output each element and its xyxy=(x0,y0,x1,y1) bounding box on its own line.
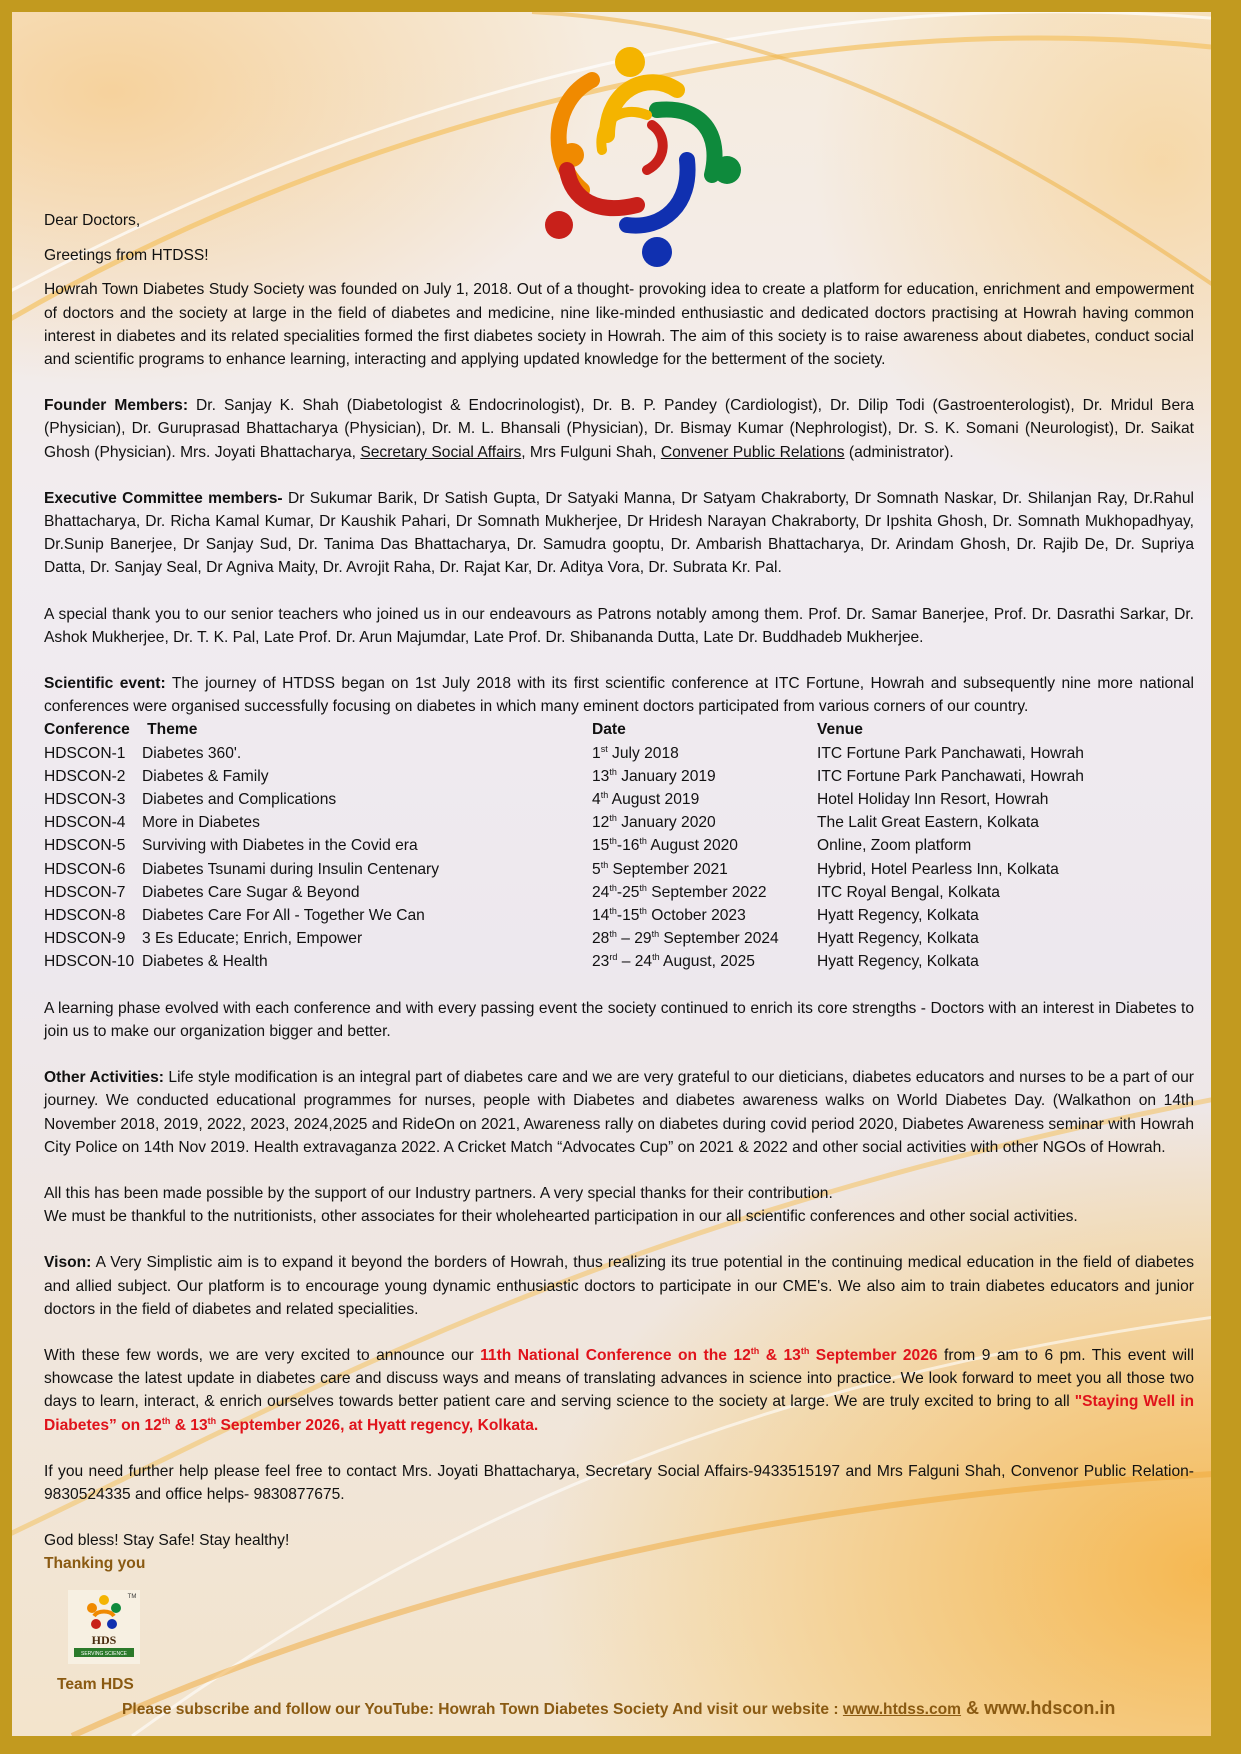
venue-cell: Hotel Holiday Inn Resort, Howrah xyxy=(817,791,1049,809)
theme-cell: Diabetes & Family xyxy=(142,767,269,785)
theme-cell: Diabetes Care Sugar & Beyond xyxy=(142,883,360,901)
website-link-htdss[interactable]: www.htdss.com xyxy=(842,1701,962,1718)
conference-cell: HDSCON-4 xyxy=(44,814,126,832)
venue-cell: ITC Fortune Park Panchawati, Howrah xyxy=(817,767,1084,785)
announce-intro: With these few words, we are very excited to announce our xyxy=(44,1346,481,1364)
conference-cell: HDSCON-7 xyxy=(44,883,126,901)
logo-tm: TM xyxy=(127,1594,137,1600)
header-conference: Conference xyxy=(44,721,130,739)
table-row xyxy=(44,765,1177,788)
salutation: Dear Doctors, xyxy=(44,212,141,229)
venue-cell: Hyatt Regency, Kolkata xyxy=(817,953,979,971)
table-row xyxy=(44,811,1177,834)
support-line-2: We must be thankful to the nutritionists, other associates for their wholehearted participation in our all scientific conferences and other social activities. xyxy=(44,1208,1078,1226)
other-activities-label: Other Activities: xyxy=(44,1069,164,1087)
venue-cell: Hyatt Regency, Kolkata xyxy=(817,907,979,925)
conference-cell: HDSCON-8 xyxy=(44,907,126,925)
conference-highlight: 11th National Conference on the 12th & 13th September 2026 xyxy=(480,1345,938,1364)
theme-cell: Diabetes & Health xyxy=(142,953,268,971)
date-cell: 1st July 2018 xyxy=(592,743,679,762)
founders-label: Founder Members: xyxy=(44,397,189,415)
date-cell: 15th-16th August 2020 xyxy=(592,836,738,855)
date-cell: 23rd – 24th August, 2025 xyxy=(592,952,755,971)
conference-cell: HDSCON-2 xyxy=(44,767,126,785)
venue-cell: Hybrid, Hotel Pearless Inn, Kolkata xyxy=(817,860,1059,878)
theme-cell: More in Diabetes xyxy=(142,814,260,832)
vision-paragraph xyxy=(44,1251,1194,1321)
header-venue: Venue xyxy=(817,721,863,739)
executive-text: Dr Sukumar Barik, Dr Satish Gupta, Dr Satyaki Manna, Dr Satyam Chakraborty, Dr Somnath Naskar, Dr. Shilanjan Ray, Dr.Rahul Bhattacharya, Dr. Richa Kamal Kumar, Dr Kaushik Pahari, Dr Somnath Mukherjee, Dr Hridesh Narayan Chakraborty, Dr Ipshita Ghosh, Dr. Somnath Mukhopadhyay, Dr.Sunip Banerjee, Dr Sanjay Sud, Dr. Tanima Das Bhattacharya, Dr. Samudra gooptu, Dr. Ambarish Bhattacharya, Dr. Arindam Ghosh, Dr. Rajib De, Dr. Supriya Datta, Dr. Sanjay Seal, Dr Agniva Maity, Dr. Avrojit Raha, Dr. Rajat Kar, Dr. Aditya Vora, Dr. Subrata Kr. Pal. xyxy=(44,489,1194,577)
founders-mid: , Mrs Fulguni Shah, xyxy=(521,443,661,461)
subscribe-text: Please subscribe and follow our YouTube: Howrah Town Diabetes Society And visit our website : xyxy=(122,1701,843,1718)
thanking-line: Thanking you xyxy=(44,1555,146,1573)
table-row xyxy=(44,904,1177,927)
date-cell: 12th January 2020 xyxy=(592,813,716,832)
blessing-line: God bless! Stay Safe! Stay healthy! xyxy=(44,1532,290,1550)
theme-cell: Surviving with Diabetes in the Covid era xyxy=(142,837,418,855)
date-cell: 24th-25th September 2022 xyxy=(592,882,767,901)
hds-footer-logo-icon xyxy=(68,1590,140,1664)
announcement-paragraph xyxy=(44,1344,1194,1437)
table-row xyxy=(44,742,1177,765)
executive-paragraph xyxy=(44,487,1194,580)
founders-end: (administrator). xyxy=(844,443,954,461)
date-cell: 28th – 29th September 2024 xyxy=(592,929,779,948)
team-signature: Team HDS xyxy=(57,1676,134,1693)
learning-paragraph: A learning phase evolved with each conference and with every passing event the society continued to enrich its core strengths - Doctors with an interest in Diabetes to join us to make our organization bigger and better. xyxy=(44,999,1194,1040)
table-row xyxy=(44,950,1177,973)
table-row xyxy=(44,858,1177,881)
table-row xyxy=(44,881,1177,904)
theme-cell: 3 Es Educate; Enrich, Empower xyxy=(142,930,363,948)
subscribe-amp: & xyxy=(961,1698,985,1718)
date-cell: 14th-15th October 2023 xyxy=(592,906,746,925)
conference-cell: HDSCON-5 xyxy=(44,837,126,855)
conference-table-body xyxy=(44,742,1177,974)
scientific-label: Scientific event: xyxy=(44,675,166,693)
support-line-1: All this has been made possible by the support of our Industry partners. A very special thanks for their contribution. xyxy=(44,1184,833,1202)
vision-label: Vison: xyxy=(44,1254,92,1272)
founders-paragraph xyxy=(44,394,1194,464)
theme-cell: Diabetes Care For All - Together We Can xyxy=(142,907,425,925)
conference-cell: HDSCON-9 xyxy=(44,930,126,948)
venue-cell: Hyatt Regency, Kolkata xyxy=(817,930,979,948)
conference-table-header xyxy=(44,718,1177,741)
date-cell: 5th September 2021 xyxy=(592,859,728,878)
subscribe-line xyxy=(122,1698,1115,1719)
table-row xyxy=(44,788,1177,811)
header-date: Date xyxy=(592,721,626,739)
venue-cell: ITC Royal Bengal, Kolkata xyxy=(817,883,1000,901)
date-cell: 4th August 2019 xyxy=(592,790,700,809)
event-title-highlight: "Staying Well in Diabetes” on 12th & 13th September 2026, at Hyatt regency, Kolkata. xyxy=(44,1393,1194,1434)
executive-label: Executive Committee members- xyxy=(44,489,283,507)
contact-paragraph: If you need further help please feel free to contact Mrs. Joyati Bhattacharya, Secretary Social Affairs-9433515197 and Mrs Falguni Shah, Convenor Public Relation-9830524335 and office helps- 9830877675. xyxy=(44,1462,1194,1503)
conference-cell: HDSCON-10 xyxy=(44,953,135,971)
logo-text: HDS xyxy=(91,1633,117,1647)
table-row xyxy=(44,834,1177,857)
conference-cell: HDSCON-3 xyxy=(44,791,126,809)
thanks-paragraph: A special thank you to our senior teachers who joined us in our endeavours as Patrons notably among them. Prof. Dr. Samar Banerjee, Prof. Dr. Dasrathi Sarkar, Dr. Ashok Mukherjee, Dr. T. K. Pal, Late Prof. Dr. Arun Majumdar, Late Prof. Dr. Shibananda Dutta, Late Dr. Buddhadeb Mukherjee. xyxy=(44,605,1194,646)
convener-role: Convener Public Relations xyxy=(660,443,845,461)
website-link-hdscon[interactable]: www.hdscon.in xyxy=(984,1698,1116,1718)
founders-text: Dr. Sanjay K. Shah (Diabetologist & Endocrinologist), Dr. B. P. Pandey (Cardiologist), Dr. Dilip Todi (Gastroenterologist), Dr. Mridul Bera (Physician), Dr. Guruprasad Bhattacharya (Physician), Dr. M. L. Bhansali (Physician), Dr. Bismay Kumar (Nephrologist), Dr. S. K. Somani (Neurologist), Dr. Saikat Ghosh (Physician). Mrs. Joyati Bhattacharya, xyxy=(44,397,1195,461)
other-activities-text: Life style modification is an integral part of diabetes care and we are very grateful to our dieticians, diabetes educators and nurses to be a part of our journey. We conducted educational programmes for nurses, people with Diabetes and diabetes awareness walks on World Diabetes Day. (Walkathon on 14th November 2018, 2019, 2022, 2023, 2024,2025 and RideOn on 2021, Awareness rally on diabetes during covid period 2020, Diabetes Awareness seminar with Howrah City Police on 14th Nov 2019. Health extravaganza 2022. A Cricket Match “Advocates Cup” on 2021 & 2022 and other social activities with other NGOs of Howrah. xyxy=(44,1069,1194,1156)
greetings-line: Greetings from HTDSS! xyxy=(44,247,209,265)
announce-body: from 9 am to 6 pm. This event will showcase the latest update in diabetes care and discuss ways and means of translating advances in science into practice. We look forward to meet you all those two days to learn, interact, & enrich ourselves towards better patient care and serving science to the society at large. We are truly excited to bring to all xyxy=(44,1346,1194,1411)
header-theme: Theme xyxy=(147,721,198,739)
venue-cell: Online, Zoom platform xyxy=(817,837,972,855)
theme-cell: Diabetes 360'. xyxy=(142,744,242,762)
other-activities-paragraph xyxy=(44,1066,1194,1159)
conference-cell: HDSCON-1 xyxy=(44,744,126,762)
header-conference-theme xyxy=(44,718,592,741)
scientific-paragraph xyxy=(44,672,1194,718)
table-row xyxy=(44,927,1177,950)
venue-cell: The Lalit Great Eastern, Kolkata xyxy=(817,814,1039,832)
date-cell: 13th January 2019 xyxy=(592,766,716,785)
vision-text: A Very Simplistic aim is to expand it beyond the borders of Howrah, thus realizing its true potential in the continuing medical education in the field of diabetes and allied subject. Our platform is to encourage young dynamic enthusiastic doctors to participate in our CME's. We also aim to train diabetes educators and junior doctors in the field of diabetes and related specialities. xyxy=(44,1254,1194,1318)
letter-body xyxy=(44,209,1194,1576)
conference-cell: HDSCON-6 xyxy=(44,860,126,878)
theme-cell: Diabetes and Complications xyxy=(142,791,337,809)
theme-cell: Diabetes Tsunami during Insulin Centenary xyxy=(142,860,440,878)
scientific-text: The journey of HTDSS began on 1st July 2018 with its first scientific conference at ITC Fortune, Howrah and subsequently nine more national conferences were organised successfully focusing on diabetes in which many eminent doctors participated from various corners of our country. xyxy=(44,675,1194,716)
logo-subtext: SERVING SCIENCE xyxy=(80,1651,128,1657)
conference-table xyxy=(44,718,1177,973)
intro-paragraph: Howrah Town Diabetes Study Society was founded on July 1, 2018. Out of a thought- provoking idea to create a platform for education, enrichment and empowerment of doctors and the society at large in the field of diabetes and medicine, nine like-minded enthusiastic and dedicated doctors practising at Howrah having common interest in diabetes and its related specialities formed the first diabetes society in Howrah. The aim of this society is to raise awareness about diabetes, conduct social and scientific programs to enhance learning, interacting and applying updated knowledge for the betterment of the society. xyxy=(44,281,1194,369)
secretary-role: Secretary Social Affairs xyxy=(360,443,522,461)
venue-cell: ITC Fortune Park Panchawati, Howrah xyxy=(817,744,1084,762)
